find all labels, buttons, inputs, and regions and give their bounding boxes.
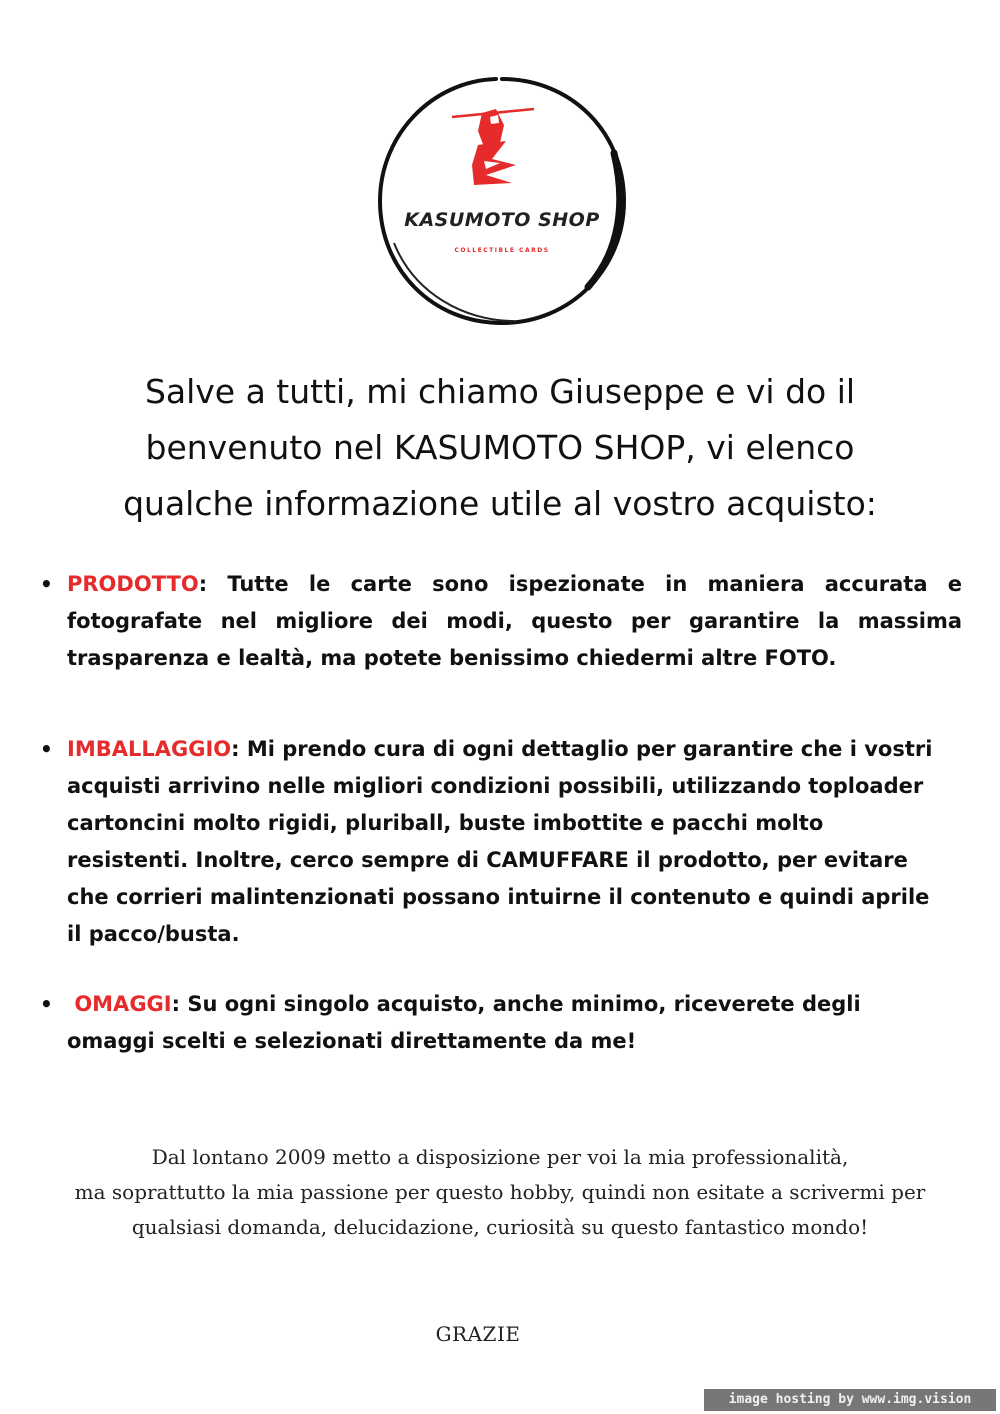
list-item-omaggi [40,986,947,1060]
item-text: : Tutte le carte sono ispezionate in maniera accurata e fotografate nel migliore dei modi, questo per garantire la massima trasparenza e lealtà, ma potete benissimo chiedermi altre FOTO. [67,572,962,670]
bullet-icon: • [40,572,53,596]
closing-line-1: Dal lontano 2009 metto a disposizione per voi la mia professionalità, [151,1145,849,1169]
headline-line-3: qualche informazione utile al vostro acquisto: [123,484,877,523]
thanks-text: GRAZIE [435,1322,521,1346]
item-key: PRODOTTO [67,572,199,596]
item-text: : Mi prendo cura di ogni dettaglio per garantire che i vostri acquisti arrivino nelle migliori condizioni possibili, utilizzando toploader cartoncini molto rigidi, pluriball, buste imbottite e pacchi molto resistenti. Inoltre, cerco sempre di CAMUFFARE il prodotto, per evitare che corrieri malintenzionati possano intuirne il contenuto e quindi aprile il pacco/busta. [67,737,933,946]
headline-line-2: benvenuto nel KASUMOTO SHOP, vi elenco [145,428,855,467]
item-key: IMBALLAGGIO [67,737,232,761]
watermark-badge[interactable]: image hosting by www.img.vision [704,1389,996,1411]
closing-paragraph [30,1140,970,1245]
samurai-icon [452,109,534,185]
item-key: OMAGGI [74,992,172,1016]
item-text: : Su ogni singolo acquisto, anche minimo, riceverete degli omaggi scelti e selezionati direttamente da me! [67,992,861,1053]
shop-logo [374,73,630,329]
closing-line-2: ma soprattutto la mia passione per questo hobby, quindi non esitate a scrivermi per [74,1180,926,1204]
list-item-imballaggio [40,731,947,953]
closing-line-3: qualsiasi domanda, delucidazione, curiosità su questo fantastico mondo! [131,1215,869,1239]
logo-subtitle: COLLECTIBLE CARDS [454,247,550,254]
list-item-prodotto [40,566,962,677]
logo-title: KASUMOTO SHOP [404,209,600,231]
headline [60,364,940,532]
bullet-icon: • [40,737,53,761]
brush-circle [374,73,630,329]
bullet-icon: • [40,992,53,1016]
headline-line-1: Salve a tutti, mi chiamo Giuseppe e vi do il [144,372,856,411]
